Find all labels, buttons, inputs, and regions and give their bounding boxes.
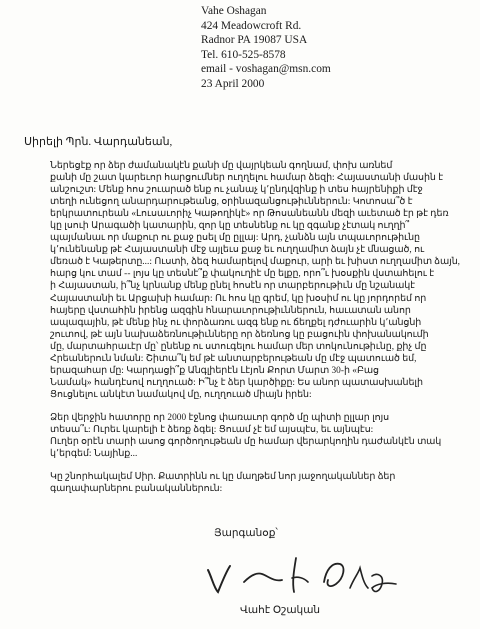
letter-body — [24, 160, 472, 495]
body-line: հարց կու տամ -- լոյս կը տեսնէ՞ք փակուղիէ մը ելքը, որո՞ւ խօսքին վստահելու է — [50, 269, 435, 280]
body-line: Հայաստանի եւ Արցախի համար: Ու հոս կը գրեմ, կը խօսիմ ու կը յորդորեմ որ — [50, 293, 427, 304]
signer-name: Վահէ Օշական — [240, 605, 321, 616]
paragraph-3 — [24, 471, 472, 495]
body-line: երազահար մը: Կարդացի՞ք Անգլիերէն Լէյոն Քորտ Մարտ 30-ի «Բաց — [50, 365, 379, 376]
body-line: երկրատուրեան «Լուսաւորիչ Կաթողիկէ» որ Թոսանեանն մեզի աւետած էր թէ դեռ — [50, 209, 449, 220]
sender-phone: Tel. 610-525-8578 — [201, 48, 286, 61]
sender-street: 424 Meadowcroft Rd. — [201, 19, 302, 32]
body-line: շուտով, թէ այն նախաձեռնութիւնները որ ձեռնոց կը բացուին փոխանակումի — [50, 329, 429, 340]
sender-city: Radnor PA 19087 USA — [201, 34, 308, 47]
body-line: կ՚երգեմ: Նայինք... — [50, 449, 138, 460]
body-line: հայերը վստահին իրենց ազգին հնարաւորութիւններուն, հաւատան անոր — [50, 305, 411, 316]
letterhead — [201, 4, 331, 92]
body-line: ի Հայաստան, ի՞նչ կրնանք մենք ընել հոսէն որ տարբերութիւն մը նշանակէ — [50, 281, 416, 292]
paragraph-1 — [24, 160, 472, 401]
body-line: պայմանաւ որ մաքուր ու քաջ ըսել մը ըլլայ: Արդ, չանձն այն տպաւորութիւնը — [50, 233, 420, 244]
body-line: Ներեցէք որ ձեր ժամանակէն քանի մը վայրկեան գողնամ, փոխ առնեմ — [50, 161, 393, 171]
body-line: տեղի ունեցող անարդարութեանց, օրինազանցութիւններուն: Կոտոսա՞ծ է — [50, 197, 413, 208]
body-line: մը, մարտահրաւէր մը՝ ընենք ու ստուգելու համար մեր տոկունութիւնը, քիչ մը — [50, 341, 427, 352]
body-line: Ուղեր օրէն տարի ասոց գործողութեան մը համար վերարկողին դաժանկէն տակ — [50, 437, 442, 448]
body-line: Ցուցնելու անկէտ նամակով մը, ուղղուած միայն իրեն: — [50, 389, 312, 400]
body-line: մեռած է Կաթերտը...: Ուստի, ձեզ համարելով մաքուր, արի եւ խիստ ուղղամիտ ձայն, — [50, 257, 461, 268]
closing-phrase: Յարգանօք՝ — [214, 528, 278, 539]
body-line: Կը շնորհակալեմ Սիր. Քատրինն ու կը մաղթեմ նոր յաջողականներ ձեր — [50, 472, 396, 483]
body-line: գաղափարներու բանականներուն: — [50, 484, 223, 495]
body-line: Ձեր վերջին հատորը որ 2000 էջնոց փառաւոր գործ մը պիտի ըլլար լոյս — [50, 412, 390, 423]
paragraph-2 — [24, 412, 472, 460]
letter-date: 23 April 2000 — [201, 77, 265, 90]
salutation: Սիրելի Պրն. Վարդանեան, — [24, 136, 173, 148]
paragraph-gap — [24, 460, 472, 471]
body-line: Նամակ» հանդէսով ուղղուած: Ի՞նչ է ձեր կարծիքը: Ես անոր պատասխանելի — [50, 377, 423, 388]
handwritten-signature — [200, 548, 405, 598]
sender-name: Vahe Oshagan — [201, 5, 267, 17]
body-line: տեսա՞ւ: Ուրեւ կարելի է ձեռք ձգել: Ցուամ չէ եմ այսպէս, եւ այնպէս: — [50, 424, 374, 435]
paragraph-gap — [24, 401, 472, 412]
body-line: Հրեաներուն նման: Շիտա՞կ եմ թէ անտարբերութեան մը մէջ պատուած եմ, — [50, 353, 417, 364]
body-line: քանի մը շատ կարեւոր հարցումներ ուղղելու համար ձեզի: Հայաստանի մասին է — [50, 173, 444, 184]
body-line: կ՚ունենանք թէ Հայաստանի մէջ այլեւս քաջ եւ ուղղամիտ ձայն չէ մնացած, ու — [50, 245, 425, 256]
body-line: կը լսուի Արագածի կատարին, զոր կը տեսնենք ու կը զգանք չէտակ ուղղի՞ — [50, 221, 410, 232]
sender-email: email - voshagan@msn.com — [201, 63, 331, 76]
body-line: անշուշտ: Մենք հոս շուարած ենք ու չանաչ կ՚ընդվզինք ի տես հայրենիքի մէջ — [50, 185, 423, 196]
body-line: ապագային, թէ մենք ինչ ու փորձառու ազգ ենք ու ճեղքել դժուարին կ՚անցնի — [50, 317, 422, 328]
